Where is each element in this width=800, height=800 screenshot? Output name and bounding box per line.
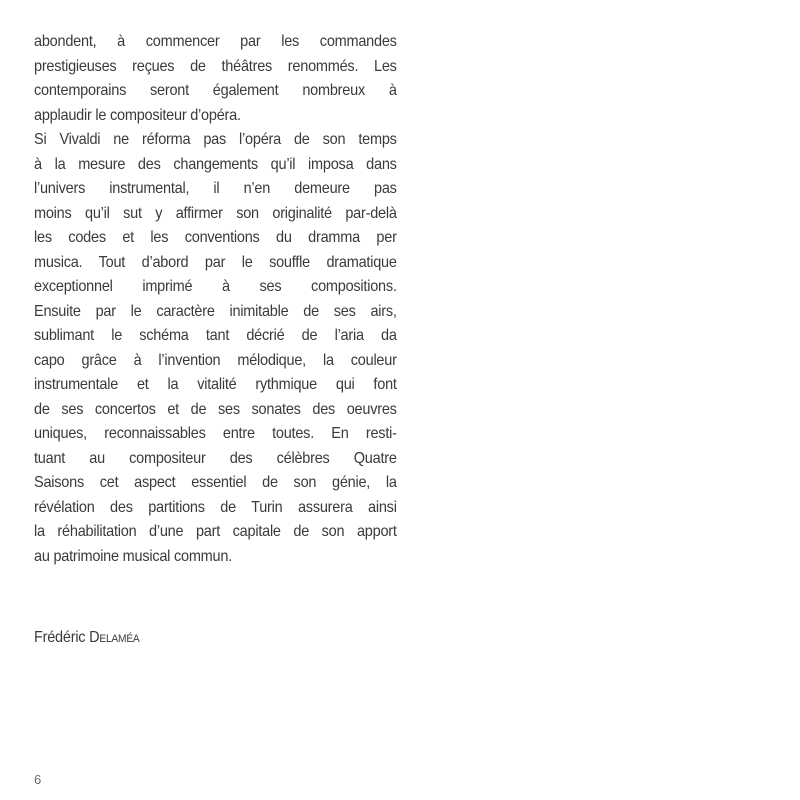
text-line: capo grâce à l’invention mélodique, la couleur (34, 351, 397, 369)
text-line: abondent, à commencer par les commandes (34, 33, 397, 50)
text-line: applaudir le compositeur d’opéra. (34, 106, 241, 124)
text-line: instrumentale et la vitalité rythmique qui font (34, 376, 397, 393)
text-line: sublimant le schéma tant décrié de l’aria da (34, 327, 397, 344)
text-line: musica. Tout d’abord par le souffle dramatique (34, 253, 397, 271)
text-line: de ses concertos et de ses sonates des oeuvres (34, 400, 397, 418)
author-surname: Delaméa (89, 629, 140, 646)
page-number: 6 (34, 772, 42, 787)
text-line: révélation des partitions de Turin assurera ainsi (34, 498, 397, 516)
author-signature (34, 626, 139, 650)
body-text (34, 30, 397, 569)
text-line: au patrimoine musical commun. (34, 547, 232, 565)
author-first-name: Frédéric (34, 629, 86, 646)
text-line: moins qu’il sut y affirmer son originalité par-delà (34, 204, 397, 222)
text-line: tuant au compositeur des célèbres Quatre (34, 449, 397, 467)
text-line: les codes et les conventions du dramma per (34, 229, 397, 246)
text-line: Si Vivaldi ne réforma pas l’opéra de son temps (34, 131, 397, 148)
text-line: uniques, reconnaissables entre toutes. En resti- (34, 425, 397, 442)
text-line: prestigieuses reçues de théâtres renommés. Les (34, 57, 397, 75)
text-line: l’univers instrumental, il n’en demeure pas (34, 180, 397, 197)
text-line: Saisons cet aspect essentiel de son génie, la (34, 474, 397, 491)
text-line: Ensuite par le caractère inimitable de ses airs, (34, 302, 397, 320)
text-line: exceptionnel imprimé à ses compositions. (34, 278, 397, 295)
text-line: à la mesure des changements qu’il imposa dans (34, 155, 397, 173)
text-line: la réhabilitation d’une part capitale de son apport (34, 523, 397, 540)
text-line: contemporains seront également nombreux à (34, 82, 397, 99)
